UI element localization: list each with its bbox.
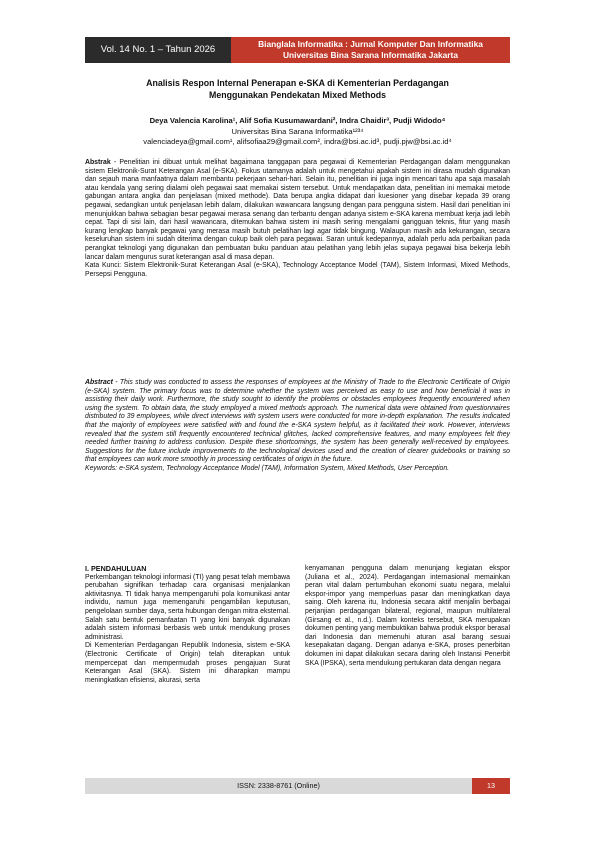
keywords: Keywords: e-SKA system, Technology Acceptance Model (TAM), Information System, Mixed Methods, User Perception. bbox=[85, 464, 450, 472]
body-column-left bbox=[85, 565, 290, 685]
abstract-paragraph bbox=[85, 379, 510, 465]
body-paragraph: Di Kementerian Perdagangan Republik Indonesia, sistem e-SKA (Electronic Certificate of Origin) telah diterapkan untuk mempercepat dan mempermudah proses pengajuan Surat Keterangan Asal (SKA). Sistem ini diharapkan mampu meningkatkan efisiensi, akurasi, serta bbox=[85, 642, 290, 684]
kata-kunci: Kata Kunci: Sistem Elektronik-Surat Keterangan Asal (e-SKA), Technology Acceptance Model (TAM), Sistem Informasi, Mixed Methods, Persepsi Pengguna. bbox=[85, 262, 510, 278]
abstrak-section bbox=[85, 159, 510, 279]
abstrak-label: Abstrak bbox=[85, 159, 111, 166]
abstract-section bbox=[85, 379, 510, 474]
footer-issn: ISSN: 2338-8761 (Online) bbox=[85, 778, 472, 794]
author-block bbox=[85, 116, 510, 148]
abstract-label: Abstract bbox=[85, 379, 113, 386]
page-number: 13 bbox=[472, 778, 510, 794]
journal-banner bbox=[231, 37, 510, 63]
author-affiliation: Universitas Bina Sarana Informatika¹²³⁴ bbox=[231, 126, 364, 136]
author-emails: valenciadeya@gmail.com¹, alifsofiaa29@gmail.com², indra@bsi.ac.id³, pudji.pjw@bsi.ac.id⁴ bbox=[143, 137, 452, 146]
abstrak-text: - Penelitian ini dibuat untuk melihat bagaimana tanggapan para pegawai di Kementerian Perdagangan dalam menggunakan sistem Elektronik-Surat Keterangan Asal (e-SKA). Fokus utamanya adalah untuk mengetahui apakah sistem ini dirasa mudah digunakan dan sejauh mana manfaatnya dalam membantu pekerjaan sehari-hari. Selain itu, penelitian ini juga ingin mencari tahu apa saja masalah atau kendala yang sering dialami oleh pegawai saat memakai sistem tersebut. Untuk mendapatkan data, penelitian ini memakai metode gabungan antara angka dan penjelasan (mixed methode). Data berupa angka didapat dari kuesioner yang disebar kepada 39 orang pegawai, sedangkan untuk penjelasan lebih dalam, dilakukan wawancara langsung dengan para pengguna sistem. Hasil dari penelitian ini menunjukkan bahwa sebagian besar pegawai merasa senang dan terbantu dengan adanya sistem e-SKA karena membuat kerja jadi lebih cepat. Tapi di sisi lain, dari hasil wawancara, ditemukan bahwa sistem ini masih sering mengalami gangguan teknis, fitur yang masih kurang lengkap banyak pegawai yang merasa masih butuh pelatihan lagi agar tidak bingung. Walaupun masih ada kekurangan, secara keseluruhan sistem ini sudah diterima dengan cukup baik oleh para pegawai. Saran untuk kedepannya, adalah perlu ada perbaikan pada perangkat teknologi yang digunakan dan pembuatan buku panduan atau pelatihan yang lebih jelas supaya pegawai bisa bekerja lebih lancar dalam mengurus surat keterangan asal di masa depan. bbox=[85, 159, 510, 261]
journal-name: Bianglala Informatika : Jurnal Komputer Dan Informatika bbox=[258, 39, 483, 49]
volume-badge: Vol. 14 No. 1 – Tahun 2026 bbox=[85, 37, 231, 63]
title-line-1: Analisis Respon Internal Penerapan e-SKA di Kementerian Perdagangan bbox=[146, 78, 449, 88]
abstract-text: - This study was conducted to assess the responses of employees at the Ministry of Trade to the Electronic Certificate of Origin (e-SKA) system. The primary focus was to determine whether the system was perceived as easy to use and how beneficial it was in assisting their daily work. Furthermore, the study sought to identify the problems or obstacles employees frequently encountered when using the system. To obtain data, the study employed a mixed methods approach. The numerical data were obtained from questionnaires distributed to 39 employees, while direct interviews with system users were conducted for more in-depth explanation. The results indicated that the majority of employees were satisfied with and found the e-SKA system helpful, as it facilitated their work. However, interviews revealed that the system still frequently encountered technical glitches, lacked comprehensive features, and many employees felt they needed further training to address confusion. Despite these shortcomings, the system has been generally well-received by employees. Suggestions for the future include improvements to the technological devices used and the creation of clearer guidebooks or training so that employees can work more smoothly in processing certificates of origin in the future. bbox=[85, 379, 510, 464]
paper-title bbox=[85, 77, 510, 101]
body-paragraph: Perkembangan teknologi informasi (TI) yang pesat telah membawa perubahan signifikan terhadap cara organisasi menjalankan aktivitasnya. TI tidak hanya mempengaruhi pola komunikasi antar individu, namun juga memengaruhi pengambilan keputusan, pengelolaan sumber daya, serta hubungan dengan mitra eksternal. Salah satu bentuk pemanfaatan TI yang kini banyak digunakan adalah sistem informasi berbasis web untuk mendukung proses administrasi. bbox=[85, 573, 290, 641]
abstrak-paragraph bbox=[85, 159, 510, 262]
body-paragraph: kenyamanan pengguna dalam menunjang kegiatan ekspor (Juliana et al., 2024). Perdagangan internasional memainkan peran vital dalam pertumbuhan ekonomi suatu negara, melalui ekspor-impor yang memperluas pasar dan meningkatkan daya saing. Oleh karena itu, Indonesia secara aktif menjalin berbagai perjanjian perdagangan bilateral, regional, maupun multilateral (Girsang et al., n.d.). Dalam konteks tersebut, SKA merupakan dokumen penting yang membuktikan bahwa produk ekspor berasal dari Indonesia dan memenuhi aturan asal barang sesuai kesepakatan dagang. Dengan adanya e-SKA, proses penerbitan dokumen ini dapat dilakukan secara daring oleh Instansi Penerbit SKA (IPSKA), serta mendukung pertukaran data dengan negara bbox=[305, 565, 510, 667]
title-line-2: Menggunakan Pendekatan Mixed Methods bbox=[209, 90, 386, 100]
author-names: Deya Valencia Karolina¹, Alif Sofia Kusumawardani², Indra Chaidir³, Pudji Widodo⁴ bbox=[149, 116, 446, 125]
section-heading: I. PENDAHULUAN bbox=[85, 564, 147, 573]
body-column-right bbox=[305, 565, 510, 668]
journal-institution: Universitas Bina Sarana Informatika Jakarta bbox=[282, 49, 459, 60]
